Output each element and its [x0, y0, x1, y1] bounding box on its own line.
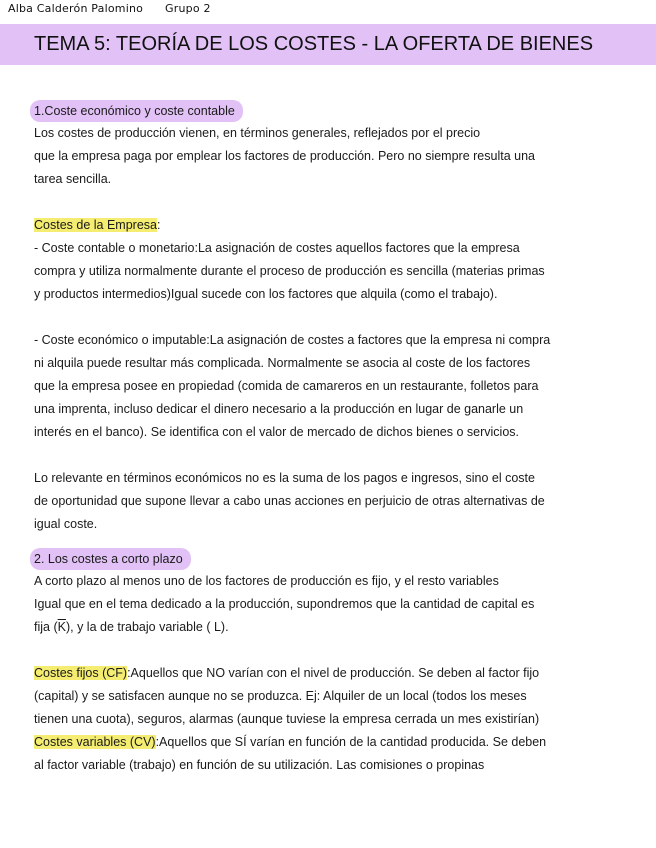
paragraph-line: ni alquila puede resultar más complicada. Normalmente se asocia al coste de los factores — [34, 356, 531, 370]
capital-k-symbol: $\overline{K}$ — [57, 620, 66, 634]
paragraph-line: tienen una cuota), seguros, alarmas (aunque tuviese la empresa cerrada un mes existirían) — [34, 712, 540, 726]
paragraph-line: Los costes de producción vienen, en términos generales, reflejados por el precio — [34, 126, 481, 140]
costes-empresa-line: Costes de la Empresa: — [34, 218, 161, 232]
paragraph-line: A corto plazo al menos uno de los factores de producción es fijo, y el resto variables — [34, 574, 499, 588]
author-name: Alba Calderón Palomino — [8, 2, 144, 15]
costes-empresa-label: Costes de la Empresa — [34, 218, 157, 232]
paragraph-line: fija $(\overline{K})$, y la de trabajo variable ( L). — [34, 620, 229, 634]
paragraph-line: y productos intermedios)Igual sucede con los factores que alquila (como el trabajo). — [34, 287, 498, 301]
costes-variables-label: Costes variables (CV) — [34, 735, 156, 749]
section-2-heading: 2. Los costes a corto plazo — [30, 548, 191, 570]
paragraph-line: que la empresa posee en propiedad (comida de camareros en un restaurante, folletos para — [34, 379, 539, 393]
section-1-heading: 1.Coste económico y coste contable — [30, 100, 243, 122]
handwritten-author-header — [8, 2, 211, 15]
paragraph-line: - Coste contable o monetario:La asignación de costes aquellos factores que la empresa — [34, 241, 520, 255]
costes-fijos-line: Costes fijos (CF):Aquellos que NO varían con el nivel de producción. Se deben al factor fijo — [34, 666, 540, 680]
page-title: TEMA 5: TEORÍA DE LOS COSTES - LA OFERTA DE BIENES — [34, 33, 594, 55]
paragraph-line: al factor variable (trabajo) en función de su utilización. Las comisiones o propinas — [34, 758, 485, 772]
paragraph-line: tarea sencilla. — [34, 172, 112, 186]
paragraph-line: igual coste. — [34, 517, 98, 531]
paragraph-line: que la empresa paga por emplear los factores de producción. Pero no siempre resulta una — [34, 149, 535, 163]
paragraph-line: (capital) y se satisfacen aunque no se produzca. Ej: Alquiler de un local (todos los meses — [34, 689, 527, 703]
paragraph-line: interés en el banco). Se identifica con el valor de mercado de dichos bienes o servicios. — [34, 425, 519, 439]
paragraph-line: - Coste económico o imputable:La asignación de costes a factores que la empresa ni compra — [34, 333, 551, 347]
costes-variables-line: Costes variables (CV):Aquellos que SÍ varían en función de la cantidad producida. Se deben — [34, 735, 547, 749]
document-body — [34, 100, 634, 777]
costes-fijos-label: Costes fijos (CF) — [34, 666, 128, 680]
paragraph-line: de oportunidad que supone llevar a cabo unas acciones en perjuicio de otras alternativas de — [34, 494, 545, 508]
group-label: Grupo 2 — [165, 2, 211, 15]
paragraph-line: compra y utiliza normalmente durante el proceso de producción es sencilla (materias primas — [34, 264, 545, 278]
title-banner — [0, 24, 656, 65]
paragraph-line: Igual que en el tema dedicado a la producción, supondremos que la cantidad de capital es — [34, 597, 535, 611]
paragraph-line: Lo relevante en términos económicos no es la suma de los pagos e ingresos, sino el coste — [34, 471, 535, 485]
paragraph-line: una imprenta, incluso dedicar el dinero necesario a la producción en lugar de ganarle un — [34, 402, 524, 416]
